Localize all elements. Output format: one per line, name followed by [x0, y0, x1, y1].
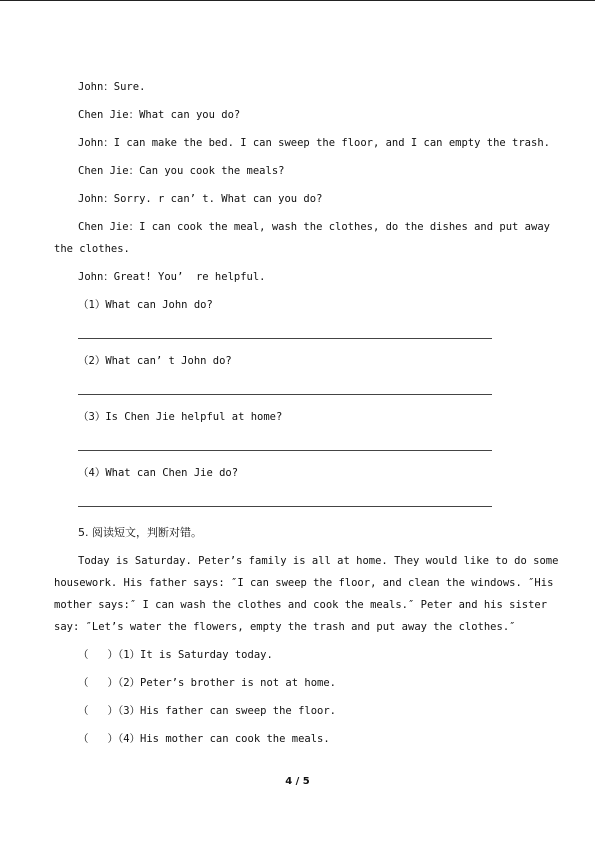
question-4: （4）What can Chen Jie do?	[78, 467, 239, 479]
answer-line-2[interactable]	[78, 394, 492, 395]
passage-line: mother says:″ I can wash the clothes and cook the meals.″ Peter and his sister	[54, 599, 548, 611]
question-3: （3）Is Chen Jie helpful at home?	[78, 411, 283, 423]
dialogue-line: John：Sorry. r can’ t. What can you do?	[78, 193, 323, 205]
judgement-item-4[interactable]: （ ）（4）His mother can cook the meals.	[78, 733, 330, 745]
dialogue-line: Chen Jie：What can you do?	[78, 109, 241, 121]
passage-line: housework. His father says: ″I can sweep the floor, and clean the windows. ″His	[54, 577, 554, 589]
passage-line: say: ″Let’s water the flowers, empty the trash and put away the clothes.″	[54, 621, 516, 633]
judgement-item-3[interactable]: （ ）（3）His father can sweep the floor.	[78, 705, 337, 717]
dialogue-line: Chen Jie：I can cook the meal, wash the clothes, do the dishes and put away	[78, 221, 550, 233]
section-5-heading: 5. 阅读短文，判断对错。	[78, 526, 202, 539]
answer-line-3[interactable]	[78, 450, 492, 451]
dialogue-line: John：Great! You’ re helpful.	[78, 271, 266, 283]
dialogue-line: John：Sure.	[78, 81, 146, 93]
dialogue-line: John：I can make the bed. I can sweep the floor, and I can empty the trash.	[78, 137, 550, 149]
question-1: （1）What can John do?	[78, 299, 213, 311]
answer-line-4[interactable]	[78, 506, 492, 507]
dialogue-line: Chen Jie：Can you cook the meals?	[78, 165, 285, 177]
answer-line-1[interactable]	[78, 338, 492, 339]
judgement-item-2[interactable]: （ ）（2）Peter’s brother is not at home.	[78, 677, 337, 689]
question-2: （2）What can’ t John do?	[78, 355, 232, 367]
page-top-border	[0, 0, 595, 1]
passage-line: Today is Saturday. Peter’s family is all at home. They would like to do some	[78, 555, 559, 567]
page-number: 4 / 5	[285, 776, 310, 787]
dialogue-line-continued: the clothes.	[54, 243, 130, 255]
judgement-item-1[interactable]: （ ）（1）It is Saturday today.	[78, 649, 273, 661]
